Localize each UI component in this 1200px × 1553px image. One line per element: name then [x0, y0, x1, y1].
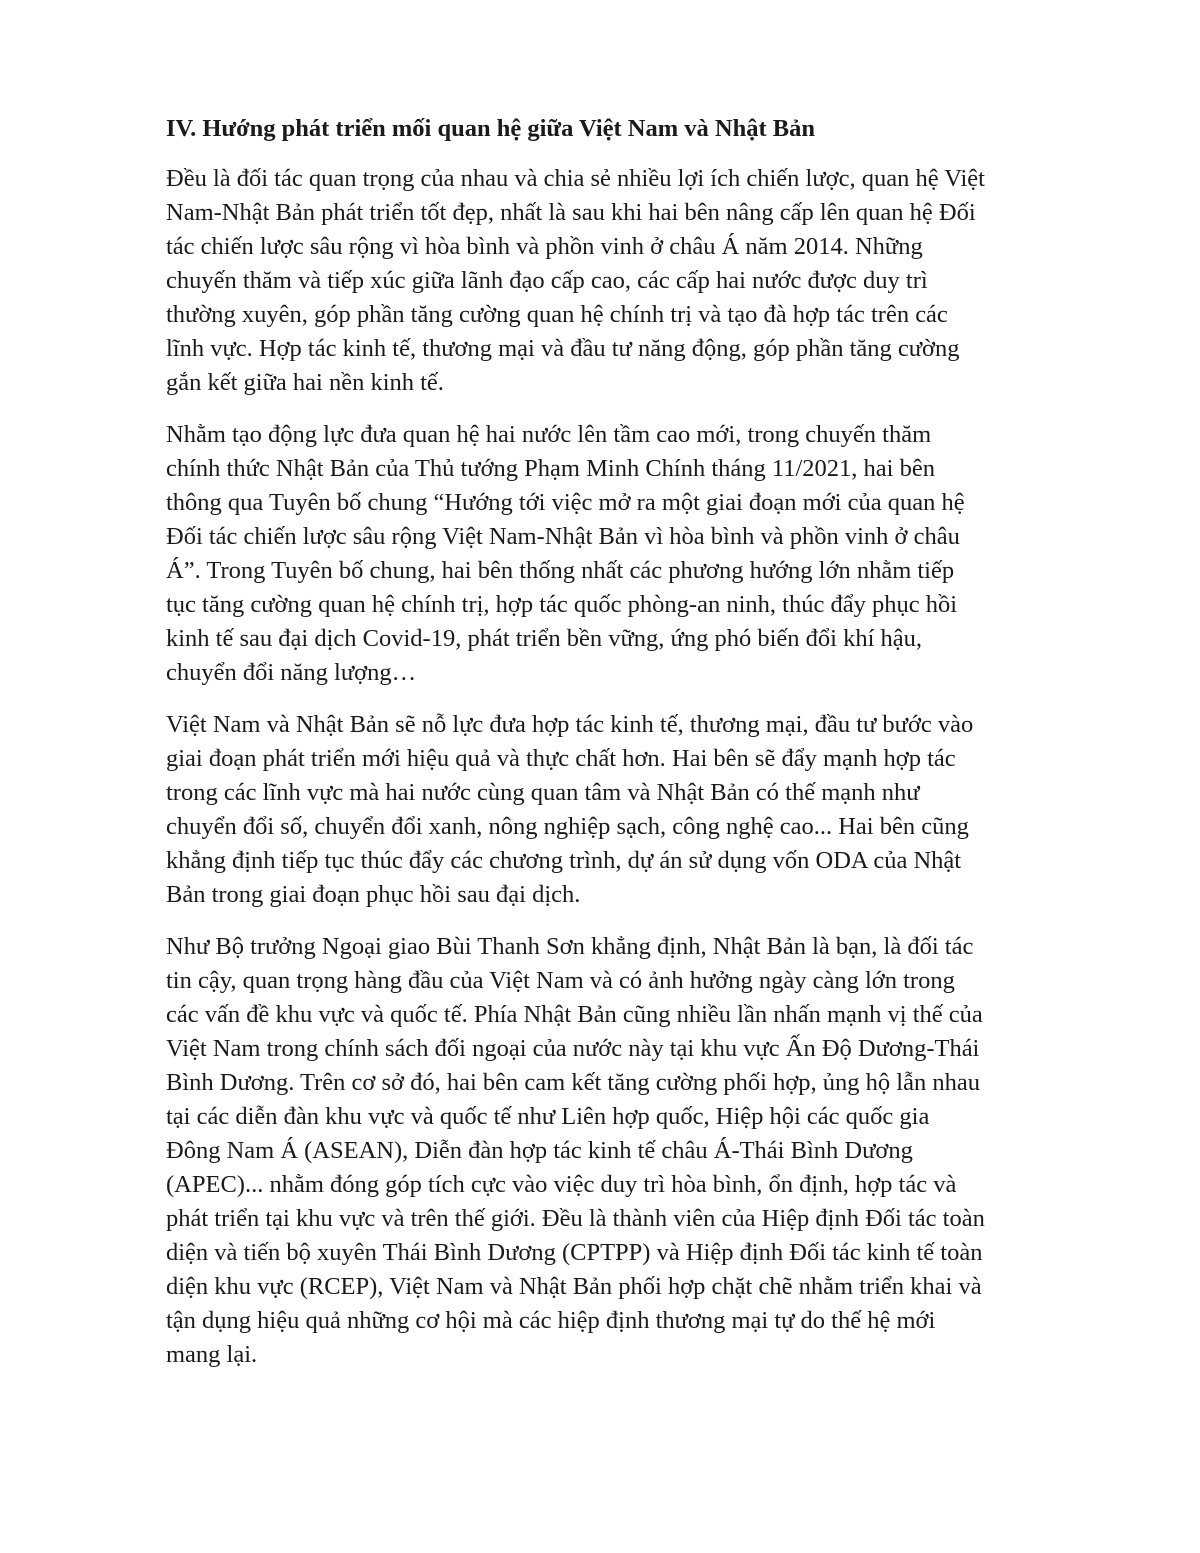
- paragraph-3: Việt Nam và Nhật Bản sẽ nỗ lực đưa hợp tác kinh tế, thương mại, đầu tư bước vào giai đoạn phát triển mới hiệu quả và thực chất hơn. Hai bên sẽ đẩy mạnh hợp tác trong các lĩnh vực mà hai nước cùng quan tâm và Nhật Bản có thế mạnh như chuyển đổi số, chuyển đổi xanh, nông nghiệp sạch, công nghệ cao... Hai bên cũng khẳng định tiếp tục thúc đẩy các chương trình, dự án sử dụng vốn ODA của Nhật Bản trong giai đoạn phục hồi sau đại dịch.: [166, 711, 974, 908]
- paragraph-4: Như Bộ trưởng Ngoại giao Bùi Thanh Sơn khẳng định, Nhật Bản là bạn, là đối tác tin cậy, quan trọng hàng đầu của Việt Nam và có ảnh hưởng ngày càng lớn trong các vấn đề khu vực và quốc tế. Phía Nhật Bản cũng nhiều lần nhấn mạnh vị thế của Việt Nam trong chính sách đối ngoại của nước này tại khu vực Ấn Độ Dương-Thái Bình Dương. Trên cơ sở đó, hai bên cam kết tăng cường phối hợp, ủng hộ lẫn nhau tại các diễn đàn khu vực và quốc tế như Liên hợp quốc, Hiệp hội các quốc gia Đông Nam Á (ASEAN), Diễn đàn hợp tác kinh tế châu Á-Thái Bình Dương (APEC)... nhằm đóng góp tích cực vào việc duy trì hòa bình, ổn định, hợp tác và phát triển tại khu vực và trên thế giới. Đều là thành viên của Hiệp định Đối tác toàn diện và tiến bộ xuyên Thái Bình Dương (CPTPP) và Hiệp định Đối tác kinh tế toàn diện khu vực (RCEP), Việt Nam và Nhật Bản phối hợp chặt chẽ nhằm triển khai và tận dụng hiệu quả những cơ hội mà các hiệp định thương mại tự do thế hệ mới mang lại.: [166, 933, 985, 1368]
- document-body: [166, 112, 1091, 1390]
- paragraph-1: Đều là đối tác quan trọng của nhau và chia sẻ nhiều lợi ích chiến lược, quan hệ Việt Nam-Nhật Bản phát triển tốt đẹp, nhất là sau khi hai bên nâng cấp lên quan hệ Đối tác chiến lược sâu rộng vì hòa bình và phồn vinh ở châu Á năm 2014. Những chuyến thăm và tiếp xúc giữa lãnh đạo cấp cao, các cấp hai nước được duy trì thường xuyên, góp phần tăng cường quan hệ chính trị và tạo đà hợp tác trên các lĩnh vực. Hợp tác kinh tế, thương mại và đầu tư năng động, góp phần tăng cường gắn kết giữa hai nền kinh tế.: [166, 165, 985, 396]
- section-heading: IV. Hướng phát triển mối quan hệ giữa Việt Nam và Nhật Bản: [166, 115, 815, 142]
- paragraph-2: Nhằm tạo động lực đưa quan hệ hai nước lên tầm cao mới, trong chuyến thăm chính thức Nhật Bản của Thủ tướng Phạm Minh Chính tháng 11/2021, hai bên thông qua Tuyên bố chung “Hướng tới việc mở ra một giai đoạn mới của quan hệ Đối tác chiến lược sâu rộng Việt Nam-Nhật Bản vì hòa bình và phồn vinh ở châu Á”. Trong Tuyên bố chung, hai bên thống nhất các phương hướng lớn nhằm tiếp tục tăng cường quan hệ chính trị, hợp tác quốc phòng-an ninh, thúc đẩy phục hồi kinh tế sau đại dịch Covid-19, phát triển bền vững, ứng phó biến đổi khí hậu, chuyển đổi năng lượng…: [166, 421, 965, 686]
